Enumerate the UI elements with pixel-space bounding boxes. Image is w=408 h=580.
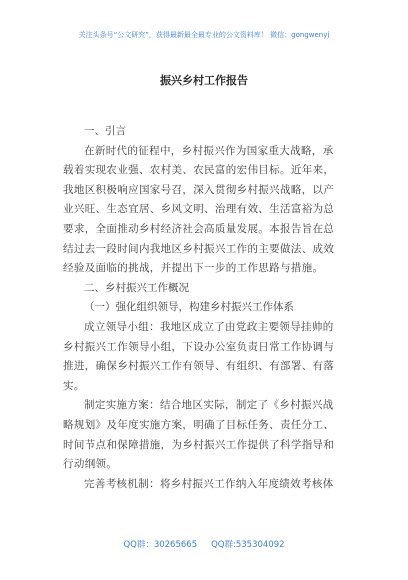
intro-line: 要求，全面推动乡村经济社会高质量发展。本报告旨在总 [63, 222, 335, 235]
paragraph-line: 成立领导小组：我地区成立了由党政主要领导挂帅的 [84, 320, 334, 333]
paragraph-line: 实。 [63, 379, 85, 392]
intro-line: 业兴旺、生态宜居、乡风文明、治理有效、生活富裕为总 [63, 203, 335, 216]
paragraph-line: 略规划》及年度实施方案，明确了目标任务、责任分工、 [63, 418, 335, 431]
paragraph-line: 乡村振兴工作领导小组，下设办公室负责日常工作协调与 [63, 340, 335, 353]
footer-qq-group-1: QQ群：30265665 [123, 540, 198, 550]
header-promo-note: 关注头条号“公文研究”，获得最新最全最专业的公文资料库！ 微信：gongwenyj [78, 31, 330, 39]
intro-line: 结过去一段时间内我地区乡村振兴工作的主要做法、成效 [63, 242, 335, 255]
paragraph-line: 行动纲领。 [63, 458, 118, 471]
intro-line: 我地区积极响应国家号召，深入贯彻乡村振兴战略，以产 [63, 183, 335, 196]
paragraph-line: 推进，确保乡村振兴工作有领导、有组织、有部署、有落 [63, 360, 335, 373]
paragraph-line: 制定实施方案：结合地区实际，制定了《乡村振兴战 [84, 399, 334, 412]
footer-qq-group-2: QQ群:535304092 [211, 540, 285, 550]
intro-line: 经验及面临的挑战，并提出下一步的工作思路与措施。 [63, 262, 324, 275]
subsection-heading-organization: （一）强化组织领导，构建乡村振兴工作体系 [84, 301, 294, 314]
section-heading-introduction: 一、引言 [84, 125, 126, 137]
paragraph-line: 时间节点和保障措施，为乡村振兴工作提供了科学指导和 [63, 438, 335, 451]
intro-line: 载着实现农业强、农村美、农民富的宏伟目标。近年来， [63, 164, 335, 177]
intro-line: 在新时代的征程中，乡村振兴作为国家重大战略，承 [84, 144, 334, 157]
document-title: 振兴乡村工作报告 [160, 74, 248, 87]
paragraph-line: 完善考核机制：将乡村振兴工作纳入年度绩效考核体 [84, 477, 334, 490]
document-body [63, 122, 343, 494]
footer-contact [0, 538, 408, 550]
section-heading-overview: 二、乡村振兴工作概况 [84, 281, 189, 294]
